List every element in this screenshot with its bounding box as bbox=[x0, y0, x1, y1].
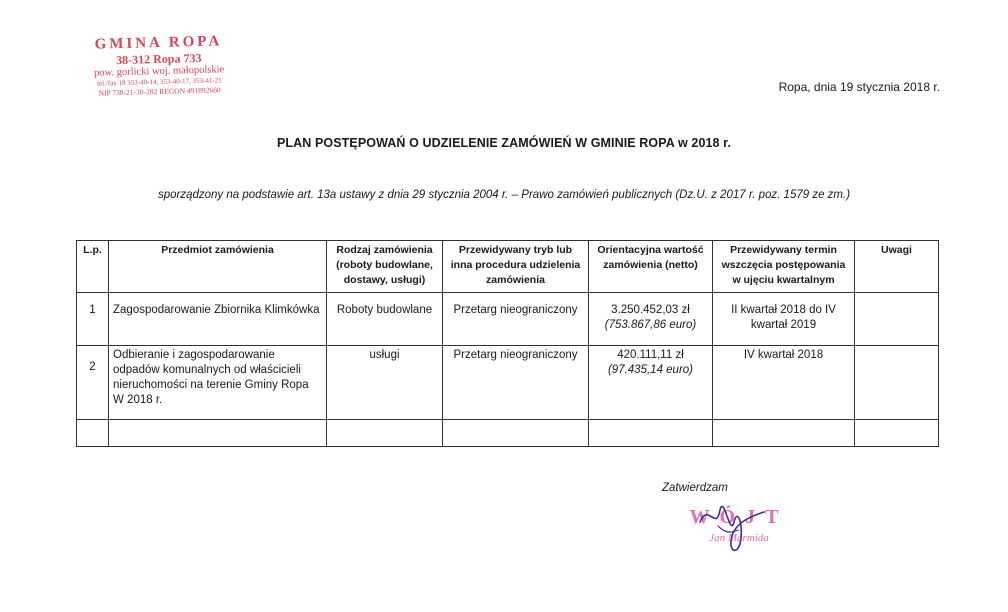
header-subject: Przedmiot zamówienia bbox=[109, 241, 327, 293]
value-eur: (753.867,86 euro) bbox=[604, 319, 697, 331]
cell-lp bbox=[77, 346, 109, 420]
empty-cell bbox=[713, 420, 855, 447]
header-type: Rodzaj zamówienia (roboty budowlane, dostawy, usługi) bbox=[327, 241, 443, 293]
document-date: Ropa, dnia 19 stycznia 2018 r. bbox=[778, 80, 940, 94]
value-eur: (97.435,14 euro) bbox=[607, 364, 694, 376]
header-mode: Przewidywany tryb lub inna procedura udzielenia zamówienia bbox=[443, 241, 589, 293]
empty-cell bbox=[589, 420, 713, 447]
table-row bbox=[77, 346, 939, 420]
header-lp: L.p. bbox=[77, 241, 109, 293]
table-header-row bbox=[77, 241, 939, 293]
cell-mode: Przetarg nieograniczony bbox=[443, 346, 589, 420]
stamp-address: 38-312 Ropa 733 bbox=[115, 50, 202, 68]
cell-subject: Odbieranie i zagospodarowanie odpadów komunalnych od właścicieli nieruchomości na terenie Gminy Ropa W 2018 r. bbox=[109, 346, 327, 420]
municipality-stamp bbox=[63, 32, 255, 100]
table-row bbox=[77, 293, 939, 346]
procurement-plan-table bbox=[76, 240, 939, 447]
cell-lp: 1 bbox=[77, 293, 109, 346]
cell-value bbox=[589, 293, 713, 346]
empty-cell bbox=[855, 420, 939, 447]
header-notes: Uwagi bbox=[855, 241, 939, 293]
cell-notes bbox=[855, 346, 939, 420]
empty-cell bbox=[443, 420, 589, 447]
cell-type: usługi bbox=[327, 346, 443, 420]
document-subtitle: sporządzony na podstawie art. 13a ustawy z dnia 29 stycznia 2004 r. – Prawo zamówień publicznych (Dz.U. z 2017 r. poz. 1579 ze zm.) bbox=[157, 189, 851, 201]
empty-cell bbox=[109, 420, 327, 447]
document-title: PLAN POSTĘPOWAŃ O UDZIELENIE ZAMÓWIEŃ W GMINIE ROPA w 2018 r. bbox=[276, 136, 732, 150]
header-term: Przewidywany termin wszczęcia postępowania w ujęciu kwartalnym bbox=[713, 241, 855, 293]
value-pln: 3.250.452,03 zł bbox=[611, 304, 690, 316]
wojt-stamp-name: Jan Marmida bbox=[709, 532, 769, 544]
empty-cell bbox=[327, 420, 443, 447]
cell-type: Roboty budowlane bbox=[327, 293, 443, 346]
cell-term: IV kwartał 2018 bbox=[713, 346, 855, 420]
stamp-region: pow. gorlicki woj. małopolskie bbox=[93, 64, 225, 79]
cell-term: II kwartał 2018 do IV kwartał 2019 bbox=[713, 293, 855, 346]
table-row-empty bbox=[77, 420, 939, 447]
handwritten-signature bbox=[694, 492, 774, 562]
approval-label: Zatwierdzam bbox=[662, 482, 728, 494]
cell-subject: Zagospodarowanie Zbiornika Klimkówka bbox=[109, 293, 327, 346]
cell-mode: Przetarg nieograniczony bbox=[443, 293, 589, 346]
cell-notes bbox=[855, 293, 939, 346]
value-pln: 420.111,11 zł bbox=[617, 349, 684, 361]
stamp-name: GMINA ROPA bbox=[94, 33, 223, 53]
header-value: Orientacyjna wartość zamówienia (netto) bbox=[589, 241, 713, 293]
cell-lp-text: 2 bbox=[89, 361, 96, 373]
stamp-phone: tel./fax 18 353-40-14, 353-40-17, 353-41-21 bbox=[97, 76, 222, 88]
stamp-ids: NIP 738-21-30-282 REGON 491892660 bbox=[98, 85, 221, 98]
cell-value bbox=[589, 346, 713, 420]
wojt-stamp-title: WÓJT bbox=[689, 506, 789, 528]
empty-cell bbox=[77, 420, 109, 447]
